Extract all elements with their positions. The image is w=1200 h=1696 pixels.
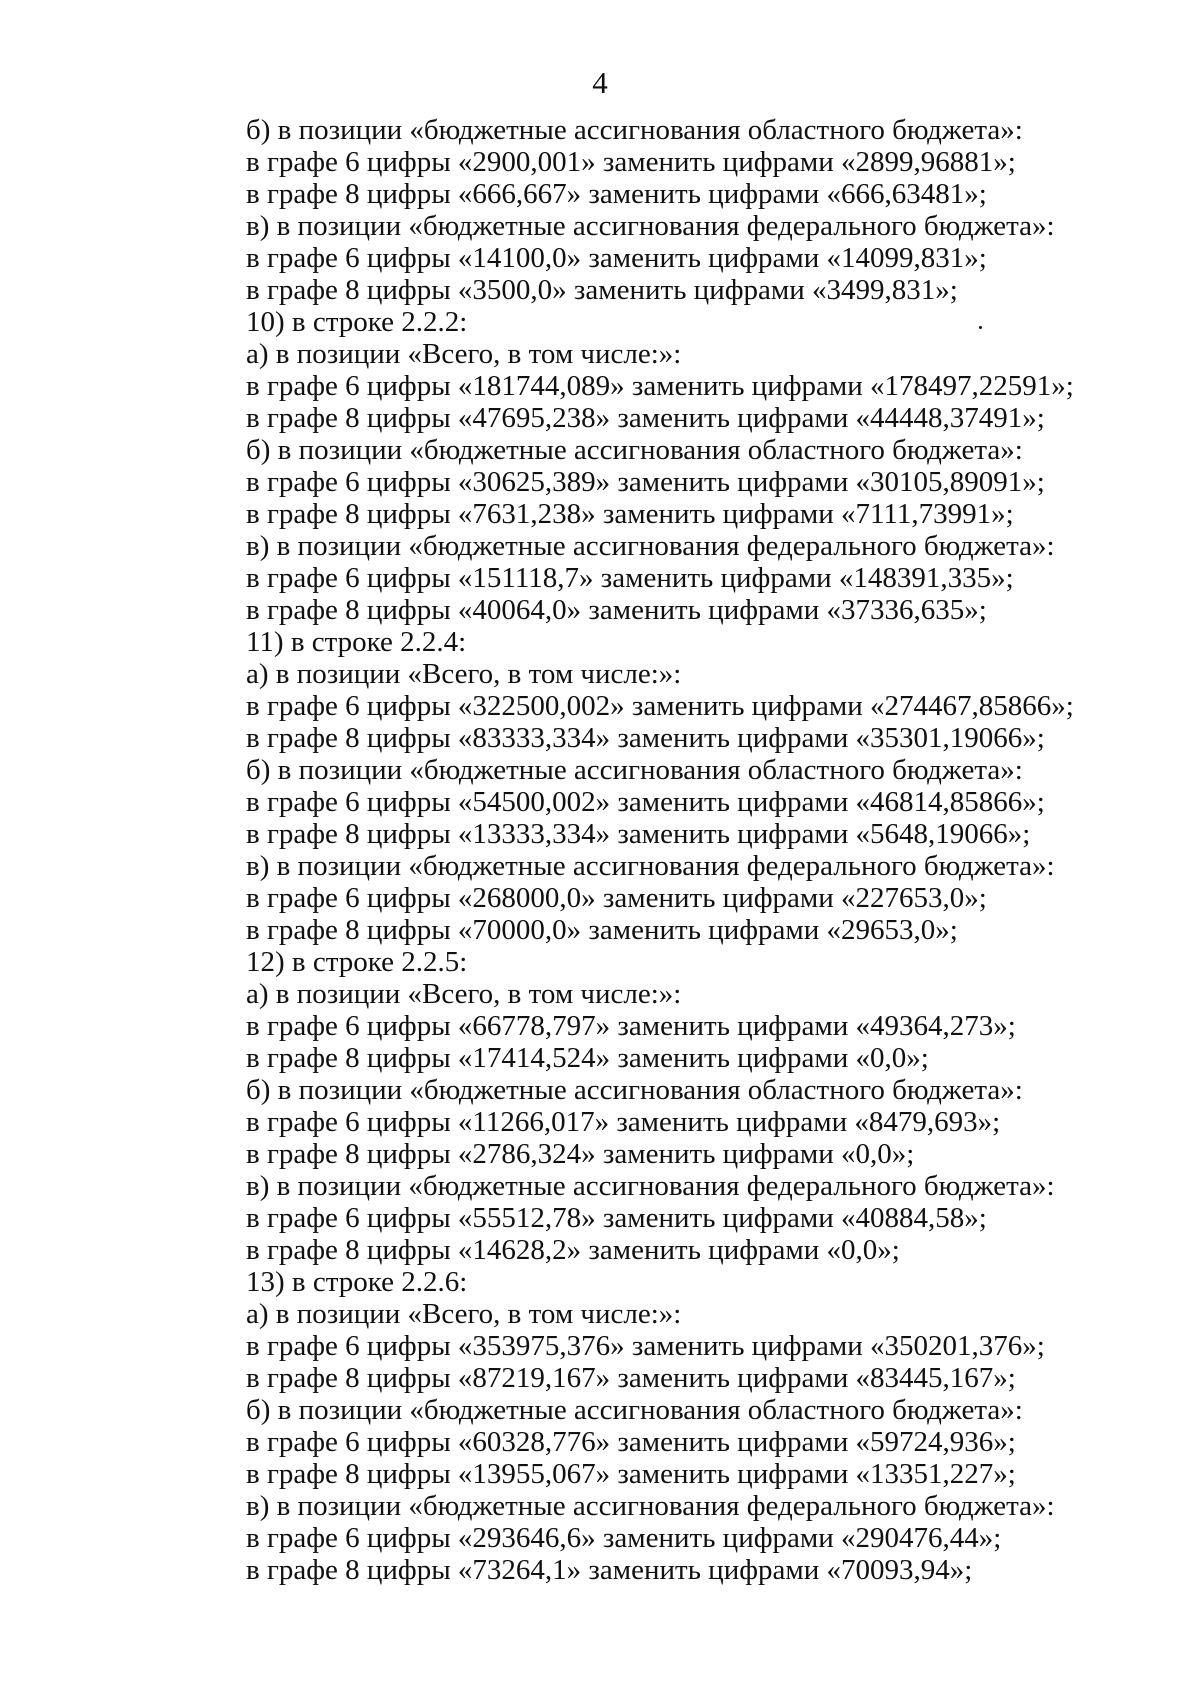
text-line: в графе 8 цифры «13955,067» заменить цифрами «13351,227»;: [246, 1458, 1016, 1490]
text-line: в графе 6 цифры «151118,7» заменить цифрами «148391,335»;: [246, 562, 1014, 594]
text-line: в) в позиции «бюджетные ассигнования федерального бюджета»:: [246, 530, 1055, 562]
text-line: а) в позиции «Всего, в том числе:»:: [246, 338, 682, 370]
text-line: в графе 6 цифры «353975,376» заменить цифрами «350201,376»;: [246, 1330, 1045, 1362]
text-line: в графе 8 цифры «13333,334» заменить цифрами «5648,19066»;: [246, 818, 1031, 850]
text-line: в графе 8 цифры «87219,167» заменить цифрами «83445,167»;: [246, 1362, 1016, 1394]
text-line: в графе 8 цифры «40064,0» заменить цифрами «37336,635»;: [246, 594, 987, 626]
text-line: в графе 6 цифры «268000,0» заменить цифрами «227653,0»;: [246, 882, 987, 914]
text-line: в графе 6 цифры «293646,6» заменить цифрами «290476,44»;: [246, 1522, 1002, 1554]
document-body: [246, 114, 1126, 1586]
page-number: 4: [592, 65, 608, 100]
text-line: в графе 8 цифры «70000,0» заменить цифрами «29653,0»;: [246, 914, 958, 946]
text-line: б) в позиции «бюджетные ассигнования областного бюджета»:: [246, 1394, 1023, 1426]
text-line: в графе 6 цифры «30625,389» заменить цифрами «30105,89091»;: [246, 466, 1045, 498]
text-line: в) в позиции «бюджетные ассигнования федерального бюджета»:: [246, 850, 1055, 882]
text-line: в графе 8 цифры «73264,1» заменить цифрами «70093,94»;: [246, 1554, 973, 1586]
text-line: в графе 6 цифры «181744,089» заменить цифрами «178497,22591»;: [246, 370, 1074, 402]
text-line: 12) в строке 2.2.5:: [246, 946, 468, 978]
text-line: б) в позиции «бюджетные ассигнования областного бюджета»:: [246, 434, 1023, 466]
text-line: в графе 8 цифры «83333,334» заменить цифрами «35301,19066»;: [246, 722, 1045, 754]
text-line: в графе 8 цифры «666,667» заменить цифрами «666,63481»;: [246, 178, 987, 210]
text-line: в графе 6 цифры «14100,0» заменить цифрами «14099,831»;: [246, 242, 987, 274]
text-line: в графе 6 цифры «322500,002» заменить цифрами «274467,85866»;: [246, 690, 1074, 722]
text-line: в графе 6 цифры «55512,78» заменить цифрами «40884,58»;: [246, 1202, 987, 1234]
text-line: 11) в строке 2.2.4:: [246, 626, 467, 658]
text-line: в графе 6 цифры «60328,776» заменить цифрами «59724,936»;: [246, 1426, 1016, 1458]
text-line: в графе 6 цифры «2900,001» заменить цифрами «2899,96881»;: [246, 146, 1016, 178]
text-line: в) в позиции «бюджетные ассигнования федерального бюджета»:: [246, 210, 1055, 242]
text-line: в) в позиции «бюджетные ассигнования федерального бюджета»:: [246, 1490, 1055, 1522]
text-line: в графе 6 цифры «11266,017» заменить цифрами «8479,693»;: [246, 1106, 1001, 1138]
text-line: 10) в строке 2.2.2:: [246, 306, 468, 338]
text-line: б) в позиции «бюджетные ассигнования областного бюджета»:: [246, 1074, 1023, 1106]
text-line: б) в позиции «бюджетные ассигнования областного бюджета»:: [246, 114, 1023, 146]
text-line: в) в позиции «бюджетные ассигнования федерального бюджета»:: [246, 1170, 1055, 1202]
text-line: в графе 8 цифры «7631,238» заменить цифрами «7111,73991»;: [246, 498, 1014, 530]
text-line: в графе 8 цифры «17414,524» заменить цифрами «0,0»;: [246, 1042, 929, 1074]
text-line: в графе 8 цифры «2786,324» заменить цифрами «0,0»;: [246, 1138, 915, 1170]
text-line: в графе 6 цифры «66778,797» заменить цифрами «49364,273»;: [246, 1010, 1016, 1042]
text-line: а) в позиции «Всего, в том числе:»:: [246, 1298, 682, 1330]
text-line: а) в позиции «Всего, в том числе:»:: [246, 658, 682, 690]
text-line: в графе 6 цифры «54500,002» заменить цифрами «46814,85866»;: [246, 786, 1045, 818]
text-line: в графе 8 цифры «3500,0» заменить цифрами «3499,831»;: [246, 274, 958, 306]
text-line: б) в позиции «бюджетные ассигнования областного бюджета»:: [246, 754, 1023, 786]
text-line: 13) в строке 2.2.6:: [246, 1266, 468, 1298]
text-line: в графе 8 цифры «14628,2» заменить цифрами «0,0»;: [246, 1234, 900, 1266]
text-line: а) в позиции «Всего, в том числе:»:: [246, 978, 682, 1010]
text-line: в графе 8 цифры «47695,238» заменить цифрами «44448,37491»;: [246, 402, 1045, 434]
